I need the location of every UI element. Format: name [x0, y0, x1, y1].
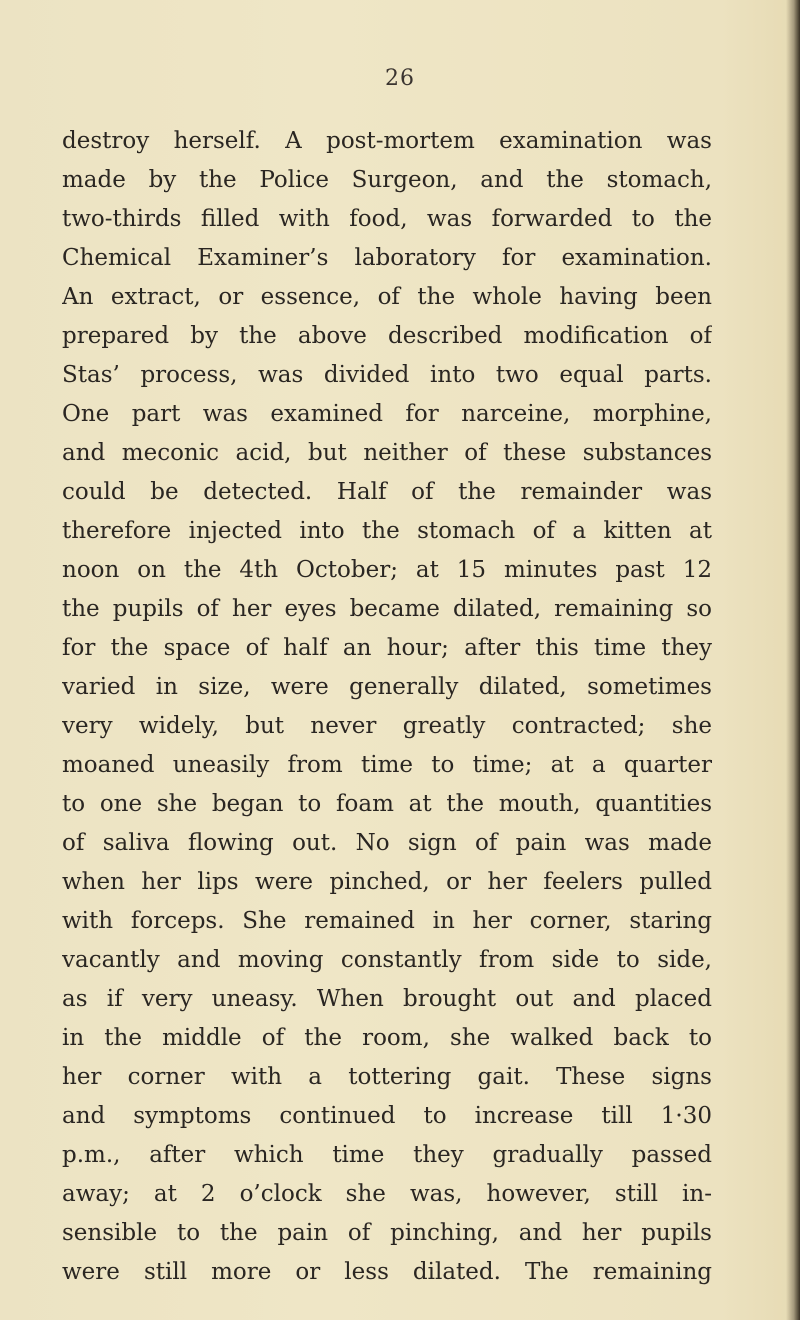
text-line: varied in size, were generally dilated, sometimes: [62, 674, 712, 700]
text-line: for the space of half an hour; after this time they: [62, 635, 712, 661]
text-line: sensible to the pain of pinching, and her pupils: [62, 1220, 712, 1246]
text-line: two-thirds filled with food, was forwarded to the: [62, 206, 712, 232]
text-line: and symptoms continued to increase till 1·30: [62, 1103, 712, 1129]
text-line: as if very uneasy. When brought out and placed: [62, 986, 712, 1012]
binding-shadow: [786, 0, 800, 1320]
body-text: [62, 122, 712, 1292]
text-line: An extract, or essence, of the whole having been: [62, 284, 712, 310]
text-line: Chemical Examiner’s laboratory for examination.: [62, 245, 712, 271]
page-number: 26: [385, 66, 415, 91]
text-line: with forceps. She remained in her corner, staring: [62, 908, 712, 934]
text-line: of saliva flowing out. No sign of pain was made: [62, 830, 712, 856]
text-line: and meconic acid, but neither of these substances: [62, 440, 712, 466]
text-line: destroy herself. A post-mortem examination was: [62, 128, 712, 154]
text-line: noon on the 4th October; at 15 minutes past 12: [62, 557, 712, 583]
text-line: in the middle of the room, she walked back to: [62, 1025, 712, 1051]
text-line: One part was examined for narceine, morphine,: [62, 401, 712, 427]
text-line: her corner with a tottering gait. These signs: [62, 1064, 712, 1090]
text-line: made by the Police Surgeon, and the stomach,: [62, 167, 712, 193]
text-line: could be detected. Half of the remainder was: [62, 479, 712, 505]
text-line: to one she began to foam at the mouth, quantities: [62, 791, 712, 817]
text-line: were still more or less dilated. The remaining: [62, 1259, 712, 1285]
text-line: Stas’ process, was divided into two equal parts.: [62, 362, 712, 388]
text-line: away; at 2 o’clock she was, however, still in-: [62, 1181, 712, 1207]
text-line: p.m., after which time they gradually passed: [62, 1142, 712, 1168]
text-line: the pupils of her eyes became dilated, remaining so: [62, 596, 712, 622]
text-line: therefore injected into the stomach of a kitten at: [62, 518, 712, 544]
text-line: vacantly and moving constantly from side to side,: [62, 947, 712, 973]
text-line: when her lips were pinched, or her feelers pulled: [62, 869, 712, 895]
text-line: very widely, but never greatly contracted; she: [62, 713, 712, 739]
text-line: prepared by the above described modification of: [62, 323, 712, 349]
text-line: moaned uneasily from time to time; at a quarter: [62, 752, 712, 778]
